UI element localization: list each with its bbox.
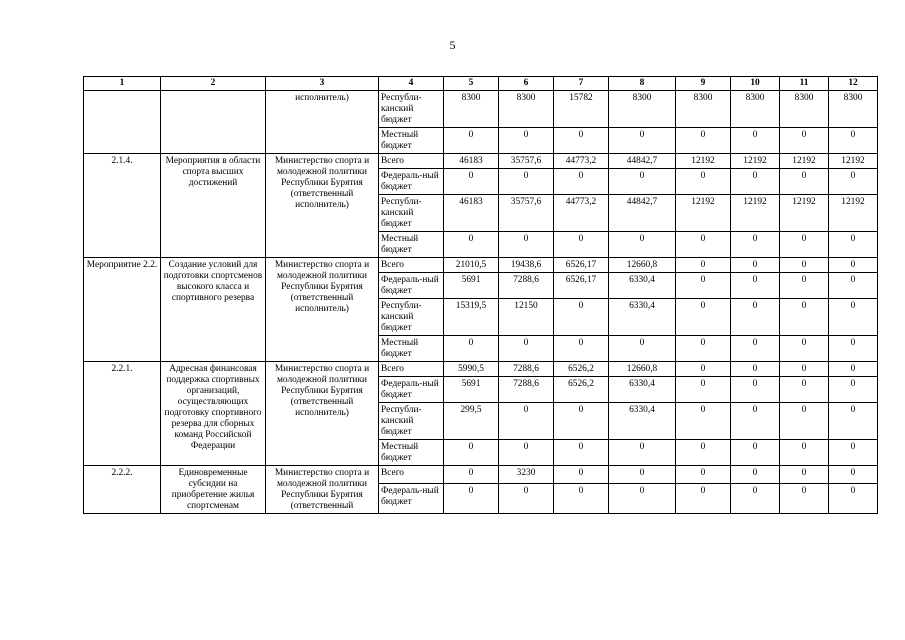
item-code <box>84 91 161 154</box>
value-cell: 35757,6 <box>499 195 554 232</box>
value-cell: 7288,6 <box>499 362 554 377</box>
value-cell: 0 <box>829 377 878 403</box>
value-cell: 44842,7 <box>609 154 676 169</box>
value-cell: 44773,2 <box>554 154 609 169</box>
value-cell: 0 <box>829 273 878 299</box>
value-cell: 0 <box>676 169 731 195</box>
table-row <box>84 362 878 377</box>
value-cell: 8300 <box>499 91 554 128</box>
value-cell: 15319,5 <box>444 299 499 336</box>
value-cell: 0 <box>444 483 499 513</box>
value-cell: 0 <box>676 403 731 440</box>
value-cell: 0 <box>780 273 829 299</box>
value-cell: 0 <box>829 440 878 466</box>
value-cell: 0 <box>554 336 609 362</box>
value-cell: 0 <box>780 258 829 273</box>
value-cell: 6330,4 <box>609 403 676 440</box>
value-cell: 8300 <box>829 91 878 128</box>
value-cell: 0 <box>780 336 829 362</box>
value-cell: 0 <box>829 362 878 377</box>
value-cell: 0 <box>731 377 780 403</box>
value-cell: 0 <box>731 273 780 299</box>
column-header-6: 6 <box>499 77 554 91</box>
value-cell: 6526,2 <box>554 377 609 403</box>
value-cell: 46183 <box>444 154 499 169</box>
value-cell: 35757,6 <box>499 154 554 169</box>
value-cell: 0 <box>731 483 780 513</box>
column-header-5: 5 <box>444 77 499 91</box>
value-cell: 0 <box>829 336 878 362</box>
value-cell: 8300 <box>676 91 731 128</box>
funding-source: Федераль-ный бюджет <box>379 377 444 403</box>
value-cell: 0 <box>676 299 731 336</box>
value-cell: 44773,2 <box>554 195 609 232</box>
value-cell: 0 <box>731 440 780 466</box>
value-cell: 0 <box>780 299 829 336</box>
value-cell: 0 <box>829 258 878 273</box>
value-cell: 0 <box>499 403 554 440</box>
value-cell: 0 <box>609 440 676 466</box>
value-cell: 0 <box>554 232 609 258</box>
value-cell: 0 <box>780 169 829 195</box>
item-executor: Министерство спорта и молодежной политики Республики Бурятия (ответственный <box>266 466 379 514</box>
value-cell: 8300 <box>444 91 499 128</box>
value-cell: 0 <box>609 336 676 362</box>
funding-source: Республи-канский бюджет <box>379 91 444 128</box>
value-cell: 0 <box>554 128 609 154</box>
value-cell: 299,5 <box>444 403 499 440</box>
value-cell: 12192 <box>780 195 829 232</box>
column-header-4: 4 <box>379 77 444 91</box>
item-name: Создание условий для подготовки спортсменов высокого класса и спортивного резерва <box>161 258 266 362</box>
value-cell: 0 <box>554 483 609 513</box>
column-header-10: 10 <box>731 77 780 91</box>
value-cell: 0 <box>444 128 499 154</box>
value-cell: 12660,8 <box>609 362 676 377</box>
column-header-11: 11 <box>780 77 829 91</box>
value-cell: 0 <box>731 336 780 362</box>
funding-source: Всего <box>379 154 444 169</box>
value-cell: 19438,6 <box>499 258 554 273</box>
column-header-2: 2 <box>161 77 266 91</box>
column-header-1: 1 <box>84 77 161 91</box>
funding-source: Местный бюджет <box>379 336 444 362</box>
value-cell: 0 <box>731 362 780 377</box>
value-cell: 0 <box>499 128 554 154</box>
value-cell: 8300 <box>609 91 676 128</box>
value-cell: 0 <box>444 169 499 195</box>
value-cell: 0 <box>444 440 499 466</box>
value-cell: 0 <box>676 377 731 403</box>
value-cell: 0 <box>609 483 676 513</box>
funding-source: Республи-канский бюджет <box>379 403 444 440</box>
value-cell: 0 <box>609 128 676 154</box>
item-code: 2.1.4. <box>84 154 161 258</box>
value-cell: 8300 <box>731 91 780 128</box>
value-cell: 12192 <box>780 154 829 169</box>
value-cell: 0 <box>676 128 731 154</box>
column-header-9: 9 <box>676 77 731 91</box>
value-cell: 8300 <box>780 91 829 128</box>
value-cell: 0 <box>676 232 731 258</box>
table-row <box>84 466 878 484</box>
value-cell: 5990,5 <box>444 362 499 377</box>
item-code: 2.2.2. <box>84 466 161 514</box>
value-cell: 0 <box>609 466 676 484</box>
column-header-3: 3 <box>266 77 379 91</box>
item-name: Мероприятия в области спорта высших достижений <box>161 154 266 258</box>
value-cell: 0 <box>731 258 780 273</box>
funding-source: Местный бюджет <box>379 232 444 258</box>
value-cell: 6526,17 <box>554 258 609 273</box>
value-cell: 12192 <box>676 154 731 169</box>
value-cell: 0 <box>829 466 878 484</box>
value-cell: 0 <box>609 169 676 195</box>
value-cell: 12192 <box>676 195 731 232</box>
value-cell: 0 <box>829 128 878 154</box>
funding-source: Федераль-ный бюджет <box>379 273 444 299</box>
column-header-7: 7 <box>554 77 609 91</box>
table-row <box>84 154 878 169</box>
value-cell: 0 <box>780 377 829 403</box>
value-cell: 12192 <box>731 195 780 232</box>
value-cell: 0 <box>731 466 780 484</box>
funding-source: Федераль-ный бюджет <box>379 169 444 195</box>
funding-source: Федераль-ный бюджет <box>379 483 444 513</box>
funding-source: Местный бюджет <box>379 440 444 466</box>
budget-table <box>83 76 878 514</box>
page-number: 5 <box>449 38 456 52</box>
funding-source: Республи-канский бюджет <box>379 195 444 232</box>
value-cell: 0 <box>499 483 554 513</box>
item-name: Единовременные субсидии на приобретение жилья спортсменам <box>161 466 266 514</box>
value-cell: 0 <box>676 362 731 377</box>
item-name <box>161 91 266 154</box>
item-executor: Министерство спорта и молодежной политики Республики Бурятия (ответственный исполнитель) <box>266 154 379 258</box>
value-cell: 0 <box>780 232 829 258</box>
value-cell: 7288,6 <box>499 377 554 403</box>
value-cell: 12192 <box>829 154 878 169</box>
value-cell: 0 <box>780 362 829 377</box>
funding-source: Всего <box>379 258 444 273</box>
value-cell: 6330,4 <box>609 299 676 336</box>
value-cell: 0 <box>829 403 878 440</box>
value-cell: 0 <box>676 483 731 513</box>
item-executor: Министерство спорта и молодежной политики Республики Бурятия (ответственный исполнитель) <box>266 258 379 362</box>
table-row <box>84 258 878 273</box>
value-cell: 6526,17 <box>554 273 609 299</box>
value-cell: 0 <box>780 128 829 154</box>
item-executor: исполнитель) <box>266 91 379 154</box>
value-cell: 5691 <box>444 377 499 403</box>
value-cell: 5691 <box>444 273 499 299</box>
column-header-8: 8 <box>609 77 676 91</box>
value-cell: 0 <box>731 232 780 258</box>
value-cell: 12660,8 <box>609 258 676 273</box>
value-cell: 46183 <box>444 195 499 232</box>
value-cell: 0 <box>829 299 878 336</box>
value-cell: 0 <box>554 440 609 466</box>
value-cell: 0 <box>499 336 554 362</box>
value-cell: 6330,4 <box>609 377 676 403</box>
value-cell: 0 <box>676 273 731 299</box>
value-cell: 15782 <box>554 91 609 128</box>
funding-source: Республи-канский бюджет <box>379 299 444 336</box>
item-name: Адресная финансовая поддержка спортивных организаций, осуществляющих подготовку спортивного резерва для сборных команд Российской Федерации <box>161 362 266 466</box>
value-cell: 0 <box>499 232 554 258</box>
value-cell: 0 <box>780 466 829 484</box>
value-cell: 0 <box>676 466 731 484</box>
value-cell: 3230 <box>499 466 554 484</box>
value-cell: 0 <box>780 440 829 466</box>
value-cell: 0 <box>676 336 731 362</box>
value-cell: 0 <box>780 483 829 513</box>
value-cell: 0 <box>444 232 499 258</box>
value-cell: 0 <box>829 169 878 195</box>
column-header-12: 12 <box>829 77 878 91</box>
value-cell: 0 <box>499 440 554 466</box>
value-cell: 0 <box>780 403 829 440</box>
table-body <box>84 91 878 514</box>
value-cell: 0 <box>731 299 780 336</box>
value-cell: 0 <box>444 466 499 484</box>
value-cell: 0 <box>609 232 676 258</box>
table-row <box>84 91 878 128</box>
value-cell: 0 <box>554 466 609 484</box>
value-cell: 0 <box>499 169 554 195</box>
funding-source: Всего <box>379 362 444 377</box>
value-cell: 12150 <box>499 299 554 336</box>
value-cell: 7288,6 <box>499 273 554 299</box>
value-cell: 0 <box>554 403 609 440</box>
value-cell: 44842,7 <box>609 195 676 232</box>
value-cell: 0 <box>731 169 780 195</box>
value-cell: 6526,2 <box>554 362 609 377</box>
funding-source: Всего <box>379 466 444 484</box>
value-cell: 0 <box>731 403 780 440</box>
value-cell: 0 <box>829 483 878 513</box>
funding-source: Местный бюджет <box>379 128 444 154</box>
value-cell: 0 <box>444 336 499 362</box>
item-executor: Министерство спорта и молодежной политики Республики Бурятия (ответственный исполнитель) <box>266 362 379 466</box>
value-cell: 21010,5 <box>444 258 499 273</box>
item-code: 2.2.1. <box>84 362 161 466</box>
value-cell: 6330,4 <box>609 273 676 299</box>
value-cell: 0 <box>676 258 731 273</box>
header-row <box>84 77 878 91</box>
value-cell: 0 <box>554 169 609 195</box>
value-cell: 0 <box>731 128 780 154</box>
value-cell: 0 <box>676 440 731 466</box>
value-cell: 0 <box>554 299 609 336</box>
value-cell: 12192 <box>829 195 878 232</box>
item-code: Мероприятие 2.2. <box>84 258 161 362</box>
value-cell: 0 <box>829 232 878 258</box>
value-cell: 12192 <box>731 154 780 169</box>
